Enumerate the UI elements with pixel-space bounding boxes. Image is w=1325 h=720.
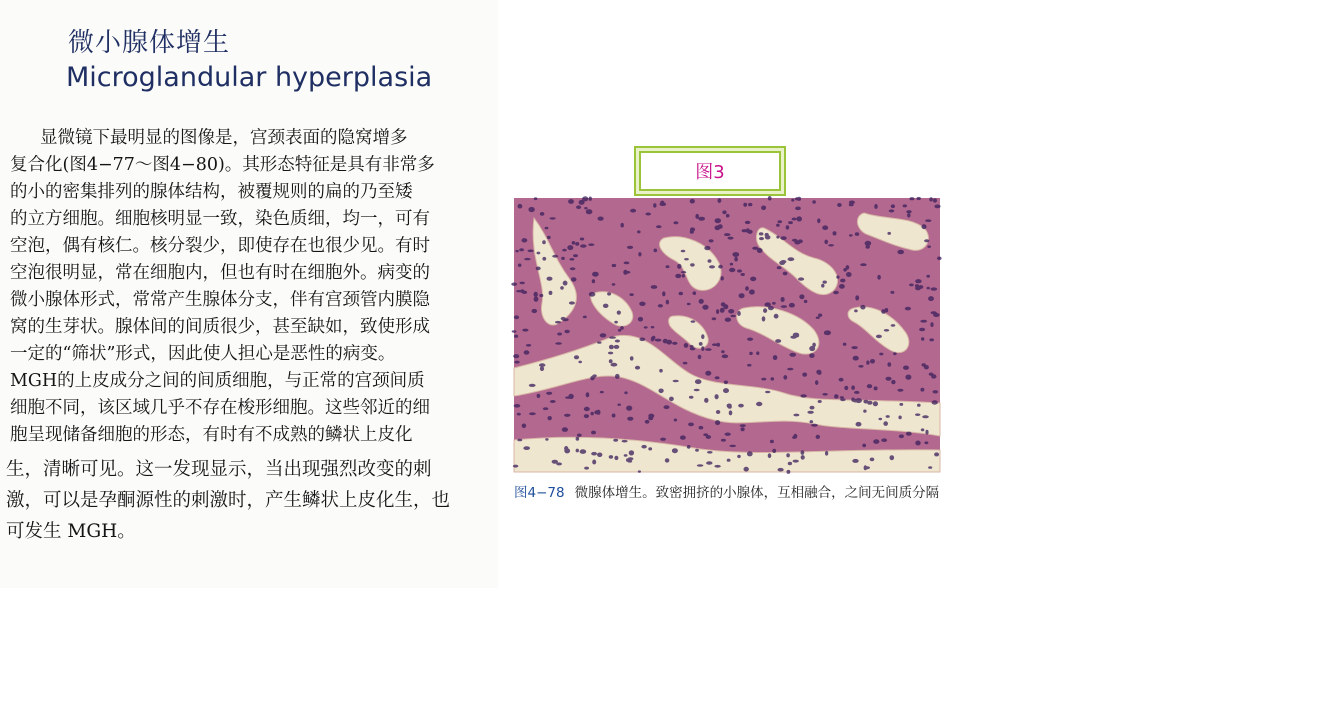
watermark: 华夏病理学网 bbs.ipathology.cn	[1084, 557, 1325, 576]
body-line: MGH的上皮成分之间的间质细胞，与正常的宫颈间质	[10, 371, 425, 391]
body-line: 的立方细胞。细胞核明显一致，染色质细，均一，可有	[10, 209, 430, 229]
body-line: 微小腺体形式，常常产生腺体分支，伴有宫颈管内膜隐	[10, 290, 430, 310]
caption-number: 图4−78	[514, 485, 565, 501]
body-line: 生，清晰可见。这一发现显示，当出现强烈改变的刺	[6, 459, 432, 480]
figure-caption	[514, 482, 942, 504]
body-line: 胞呈现储备细胞的形态，有时有不成熟的鳞状上皮化	[10, 425, 413, 445]
text-column	[0, 0, 498, 588]
body-line: 细胞不同，该区域几乎不存在梭形细胞。这些邻近的细	[10, 398, 430, 418]
figure-label: 图3	[639, 151, 781, 191]
body-line: 复合化(图4−77～图4−80)。其形态特征是具有非常多	[10, 155, 435, 175]
body-line: 一定的“筛状”形式，因此使人担心是恶性的病变。	[10, 344, 396, 364]
figure-label-box	[634, 146, 786, 196]
body-line: 窝的生芽状。腺体间的间质很少，甚至缺如，致使形成	[10, 317, 430, 337]
body-line: 空泡，偶有核仁。核分裂少，即使存在也很少见。有时	[10, 236, 430, 256]
title-english: Microglandular hyperplasia	[66, 62, 433, 93]
title-chinese: 微小腺体增生	[68, 28, 231, 58]
micrograph-image	[514, 198, 940, 472]
body-line: 可发生 MGH。	[6, 521, 136, 542]
body-line: 空泡很明显，常在细胞内，但也有时在细胞外。病变的	[10, 263, 430, 283]
body-line: 激，可以是孕酮源性的刺激时，产生鳞状上皮化生，也	[6, 490, 451, 511]
body-line: 显微镜下最明显的图像是，宫颈表面的隐窝增多	[40, 128, 408, 148]
body-line: 的小的密集排列的腺体结构，被覆规则的扁的乃至矮	[10, 182, 413, 202]
caption-text: 微腺体增生。致密拥挤的小腺体，互相融合，之间无间质分隔	[574, 485, 940, 501]
